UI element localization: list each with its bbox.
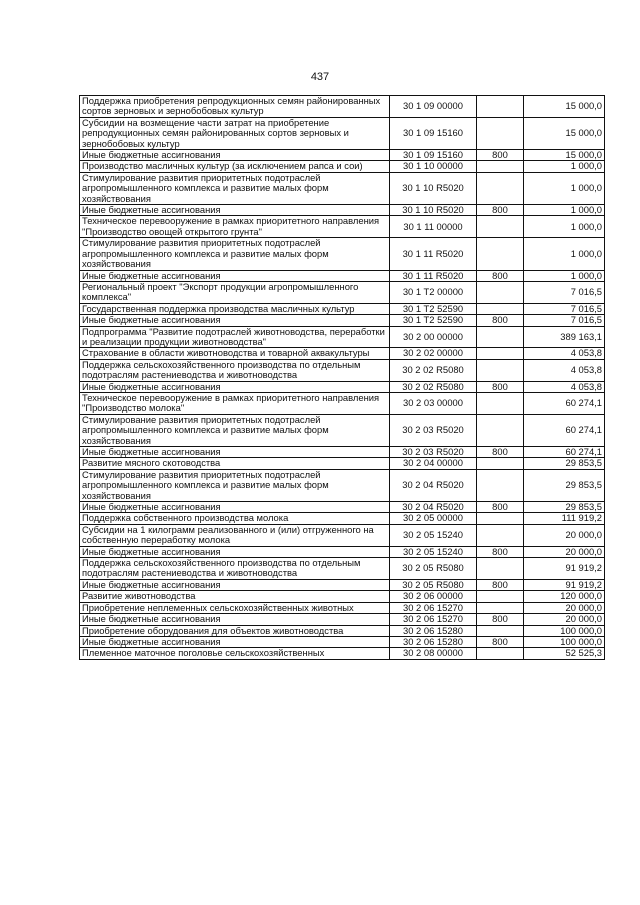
item-code: 30 1 T2 00000 — [390, 281, 477, 303]
item-code: 30 1 T2 52590 — [390, 303, 477, 314]
item-amount: 52 525,3 — [524, 648, 605, 659]
table-row — [80, 205, 605, 216]
table-row — [80, 636, 605, 647]
item-code: 30 1 09 15160 — [390, 150, 477, 161]
item-amount: 1 000,0 — [524, 205, 605, 216]
item-amount: 60 274,1 — [524, 414, 605, 446]
expense-type: 800 — [477, 381, 524, 392]
expense-type — [477, 96, 524, 118]
item-code: 30 2 04 R5020 — [390, 502, 477, 513]
item-code: 30 2 03 R5020 — [390, 447, 477, 458]
table-row — [80, 117, 605, 149]
expense-type — [477, 303, 524, 314]
item-code: 30 2 06 15280 — [390, 636, 477, 647]
table-row — [80, 469, 605, 501]
item-amount: 91 919,2 — [524, 558, 605, 580]
item-amount: 389 163,1 — [524, 326, 605, 348]
item-code: 30 1 T2 52590 — [390, 315, 477, 326]
item-name: Иные бюджетные ассигнования — [80, 614, 390, 625]
item-name: Поддержка сельскохозяйственного производства по отдельным подотраслям растениеводства и животноводства — [80, 359, 390, 381]
item-name: Производство масличных культур (за исключением рапса и сои) — [80, 161, 390, 172]
expense-type — [477, 625, 524, 636]
table-row — [80, 150, 605, 161]
item-name: Страхование в области животноводства и товарной аквакультуры — [80, 348, 390, 359]
expense-type — [477, 348, 524, 359]
item-name: Иные бюджетные ассигнования — [80, 381, 390, 392]
item-code: 30 2 03 00000 — [390, 392, 477, 414]
item-amount: 4 053,8 — [524, 348, 605, 359]
item-code: 30 2 00 00000 — [390, 326, 477, 348]
item-code: 30 2 08 00000 — [390, 648, 477, 659]
item-code: 30 1 09 15160 — [390, 117, 477, 149]
table-row — [80, 216, 605, 238]
item-name: Иные бюджетные ассигнования — [80, 447, 390, 458]
item-name: Иные бюджетные ассигнования — [80, 636, 390, 647]
item-amount: 29 853,5 — [524, 469, 605, 501]
table-row — [80, 614, 605, 625]
item-amount: 29 853,5 — [524, 502, 605, 513]
item-amount: 4 053,8 — [524, 359, 605, 381]
table-row — [80, 447, 605, 458]
item-amount: 15 000,0 — [524, 117, 605, 149]
item-name: Иные бюджетные ассигнования — [80, 315, 390, 326]
item-name: Иные бюджетные ассигнования — [80, 502, 390, 513]
expense-type: 800 — [477, 546, 524, 557]
expense-type: 800 — [477, 315, 524, 326]
item-code: 30 1 10 R5020 — [390, 205, 477, 216]
item-name: Техническое перевооружение в рамках приоритетного направления "Производство молока" — [80, 392, 390, 414]
item-amount: 15 000,0 — [524, 96, 605, 118]
item-amount: 15 000,0 — [524, 150, 605, 161]
table-row — [80, 602, 605, 613]
table-row — [80, 414, 605, 446]
item-name: Приобретение оборудования для объектов животноводства — [80, 625, 390, 636]
item-name: Приобретение неплеменных сельскохозяйственных животных — [80, 602, 390, 613]
table-row — [80, 392, 605, 414]
item-name: Поддержка собственного производства молока — [80, 513, 390, 524]
expense-type — [477, 558, 524, 580]
item-amount: 20 000,0 — [524, 614, 605, 625]
item-name: Племенное маточное поголовье сельскохозяйственных — [80, 648, 390, 659]
item-name: Иные бюджетные ассигнования — [80, 270, 390, 281]
table-row — [80, 558, 605, 580]
item-amount: 1 000,0 — [524, 238, 605, 270]
item-amount: 4 053,8 — [524, 381, 605, 392]
expense-type: 800 — [477, 636, 524, 647]
item-code: 30 2 05 15240 — [390, 546, 477, 557]
expense-type — [477, 414, 524, 446]
table-row — [80, 359, 605, 381]
expense-type — [477, 648, 524, 659]
item-code: 30 2 05 00000 — [390, 513, 477, 524]
item-amount: 1 000,0 — [524, 172, 605, 204]
table-row — [80, 502, 605, 513]
item-amount: 1 000,0 — [524, 161, 605, 172]
expense-type — [477, 359, 524, 381]
item-code: 30 2 05 R5080 — [390, 579, 477, 590]
item-amount: 100 000,0 — [524, 625, 605, 636]
table-row — [80, 96, 605, 118]
item-amount: 1 000,0 — [524, 270, 605, 281]
item-code: 30 1 11 R5020 — [390, 238, 477, 270]
item-name: Стимулирование развития приоритетных подотраслей агропромышленного комплекса и развитие малых форм хозяйствования — [80, 238, 390, 270]
item-amount: 20 000,0 — [524, 602, 605, 613]
item-code: 30 2 06 15280 — [390, 625, 477, 636]
table-row — [80, 381, 605, 392]
item-code: 30 2 04 R5020 — [390, 469, 477, 501]
table-row — [80, 315, 605, 326]
item-amount: 1 000,0 — [524, 216, 605, 238]
expense-type: 800 — [477, 447, 524, 458]
expense-type — [477, 469, 524, 501]
item-amount: 7 016,5 — [524, 303, 605, 314]
item-amount: 7 016,5 — [524, 281, 605, 303]
item-code: 30 1 09 00000 — [390, 96, 477, 118]
table-row — [80, 591, 605, 602]
expense-type: 800 — [477, 150, 524, 161]
table-row — [80, 579, 605, 590]
table-row — [80, 348, 605, 359]
item-name: Иные бюджетные ассигнования — [80, 150, 390, 161]
item-code: 30 1 10 R5020 — [390, 172, 477, 204]
table-row — [80, 513, 605, 524]
item-amount: 91 919,2 — [524, 579, 605, 590]
expense-type — [477, 524, 524, 546]
item-code: 30 2 03 R5020 — [390, 414, 477, 446]
item-amount: 20 000,0 — [524, 546, 605, 557]
item-amount: 20 000,0 — [524, 524, 605, 546]
item-code: 30 2 06 15270 — [390, 602, 477, 613]
item-code: 30 2 02 R5080 — [390, 359, 477, 381]
item-name: Иные бюджетные ассигнования — [80, 546, 390, 557]
expense-type — [477, 458, 524, 469]
expense-type: 800 — [477, 502, 524, 513]
item-name: Иные бюджетные ассигнования — [80, 579, 390, 590]
item-code: 30 2 04 00000 — [390, 458, 477, 469]
item-amount: 111 919,2 — [524, 513, 605, 524]
table-row — [80, 524, 605, 546]
item-name: Развитие мясного скотоводства — [80, 458, 390, 469]
item-code: 30 2 05 R5080 — [390, 558, 477, 580]
item-code: 30 2 06 00000 — [390, 591, 477, 602]
expense-type — [477, 117, 524, 149]
item-name: Подпрограмма "Развитие подотраслей животноводства, переработки и реализации продукции животноводства" — [80, 326, 390, 348]
item-amount: 100 000,0 — [524, 636, 605, 647]
expense-type: 800 — [477, 579, 524, 590]
item-code: 30 2 02 R5080 — [390, 381, 477, 392]
item-name: Региональный проект "Экспорт продукции агропромышленного комплекса" — [80, 281, 390, 303]
table-row — [80, 238, 605, 270]
item-code: 30 1 10 00000 — [390, 161, 477, 172]
item-name: Субсидии на возмещение части затрат на приобретение репродукционных семян районированных сортов зерновых и зернобобовых культур — [80, 117, 390, 149]
item-name: Поддержка сельскохозяйственного производства по отдельным подотраслям растениеводства и животноводства — [80, 558, 390, 580]
table-row — [80, 625, 605, 636]
table-row — [80, 172, 605, 204]
table-row — [80, 546, 605, 557]
expense-type: 800 — [477, 614, 524, 625]
table-row — [80, 326, 605, 348]
table-row — [80, 161, 605, 172]
item-amount: 120 000,0 — [524, 591, 605, 602]
expense-type — [477, 326, 524, 348]
item-name: Поддержка приобретения репродукционных семян районированных сортов зерновых и зернобобовых культур — [80, 96, 390, 118]
item-name: Стимулирование развития приоритетных подотраслей агропромышленного комплекса и развитие малых форм хозяйствования — [80, 414, 390, 446]
item-amount: 7 016,5 — [524, 315, 605, 326]
expense-type — [477, 392, 524, 414]
expense-type — [477, 161, 524, 172]
item-amount: 29 853,5 — [524, 458, 605, 469]
item-name: Техническое перевооружение в рамках приоритетного направления "Производство овощей открытого грунта" — [80, 216, 390, 238]
expense-type — [477, 281, 524, 303]
budget-table — [79, 95, 605, 660]
table-row — [80, 281, 605, 303]
item-code: 30 2 05 15240 — [390, 524, 477, 546]
item-name: Развитие животноводства — [80, 591, 390, 602]
page-number: 437 — [310, 71, 330, 83]
item-name: Иные бюджетные ассигнования — [80, 205, 390, 216]
expense-type — [477, 172, 524, 204]
expense-type: 800 — [477, 270, 524, 281]
expense-type: 800 — [477, 205, 524, 216]
expense-type — [477, 513, 524, 524]
item-code: 30 2 02 00000 — [390, 348, 477, 359]
table-row — [80, 303, 605, 314]
item-code: 30 1 11 R5020 — [390, 270, 477, 281]
item-name: Стимулирование развития приоритетных подотраслей агропромышленного комплекса и развитие малых форм хозяйствования — [80, 469, 390, 501]
budget-table-body — [80, 96, 605, 660]
item-amount: 60 274,1 — [524, 392, 605, 414]
expense-type — [477, 591, 524, 602]
item-code: 30 1 11 00000 — [390, 216, 477, 238]
item-name: Государственная поддержка производства масличных культур — [80, 303, 390, 314]
item-name: Субсидии на 1 килограмм реализованного и (или) отгруженного на собственную переработку молока — [80, 524, 390, 546]
item-code: 30 2 06 15270 — [390, 614, 477, 625]
expense-type — [477, 216, 524, 238]
expense-type — [477, 602, 524, 613]
table-row — [80, 270, 605, 281]
table-row — [80, 648, 605, 659]
item-amount: 60 274,1 — [524, 447, 605, 458]
item-name: Стимулирование развития приоритетных подотраслей агропромышленного комплекса и развитие малых форм хозяйствования — [80, 172, 390, 204]
expense-type — [477, 238, 524, 270]
table-row — [80, 458, 605, 469]
